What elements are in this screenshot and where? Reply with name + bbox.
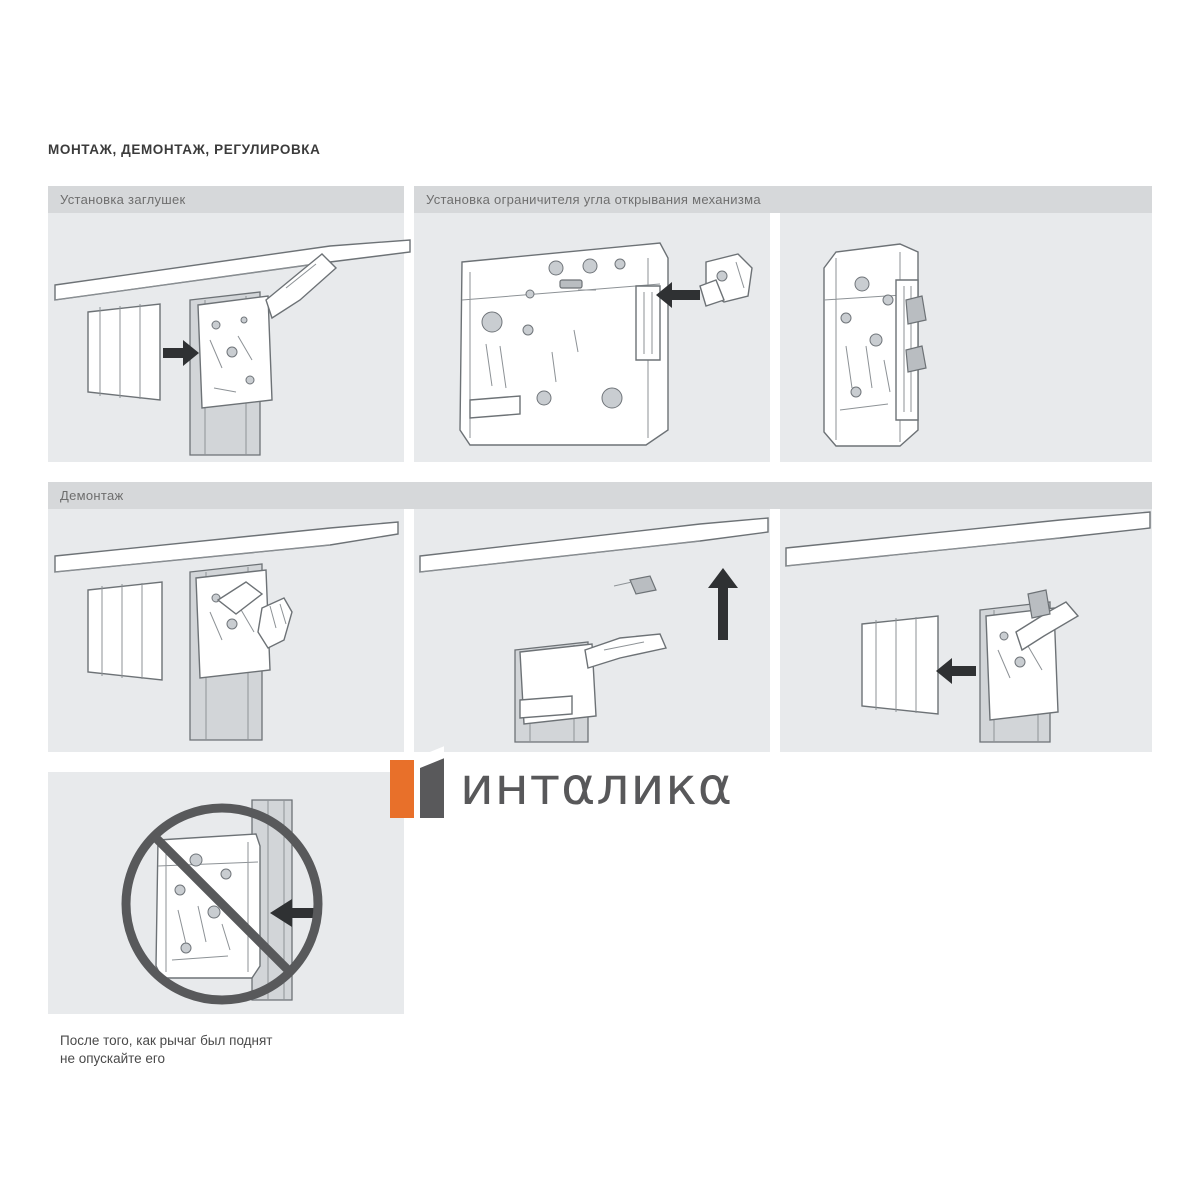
section-caption-install-caps: Установка заглушек bbox=[48, 186, 404, 213]
illustration-dismount-3 bbox=[786, 512, 1150, 742]
illustration-limiter-front bbox=[460, 243, 752, 445]
warning-note bbox=[60, 1032, 480, 1068]
warning-note-line-1: После того, как рычаг был поднят bbox=[60, 1033, 273, 1048]
illustration-dismount-1 bbox=[55, 522, 398, 740]
illustration-install-caps bbox=[55, 240, 410, 455]
watermark-text: интαликα bbox=[460, 757, 734, 817]
section-caption-dismount: Демонтаж bbox=[48, 482, 1152, 509]
illustration-dismount-2 bbox=[420, 518, 768, 742]
illustration-limiter-fitted bbox=[824, 244, 926, 446]
illustration-warning bbox=[126, 800, 320, 1000]
warning-note-line-2: не опускайте его bbox=[60, 1051, 166, 1067]
page-title: МОНТАЖ, ДЕМОНТАЖ, РЕГУЛИРОВКА bbox=[48, 142, 321, 157]
section-caption-install-limiter: Установка ограничителя угла открывания механизма bbox=[414, 186, 1152, 213]
